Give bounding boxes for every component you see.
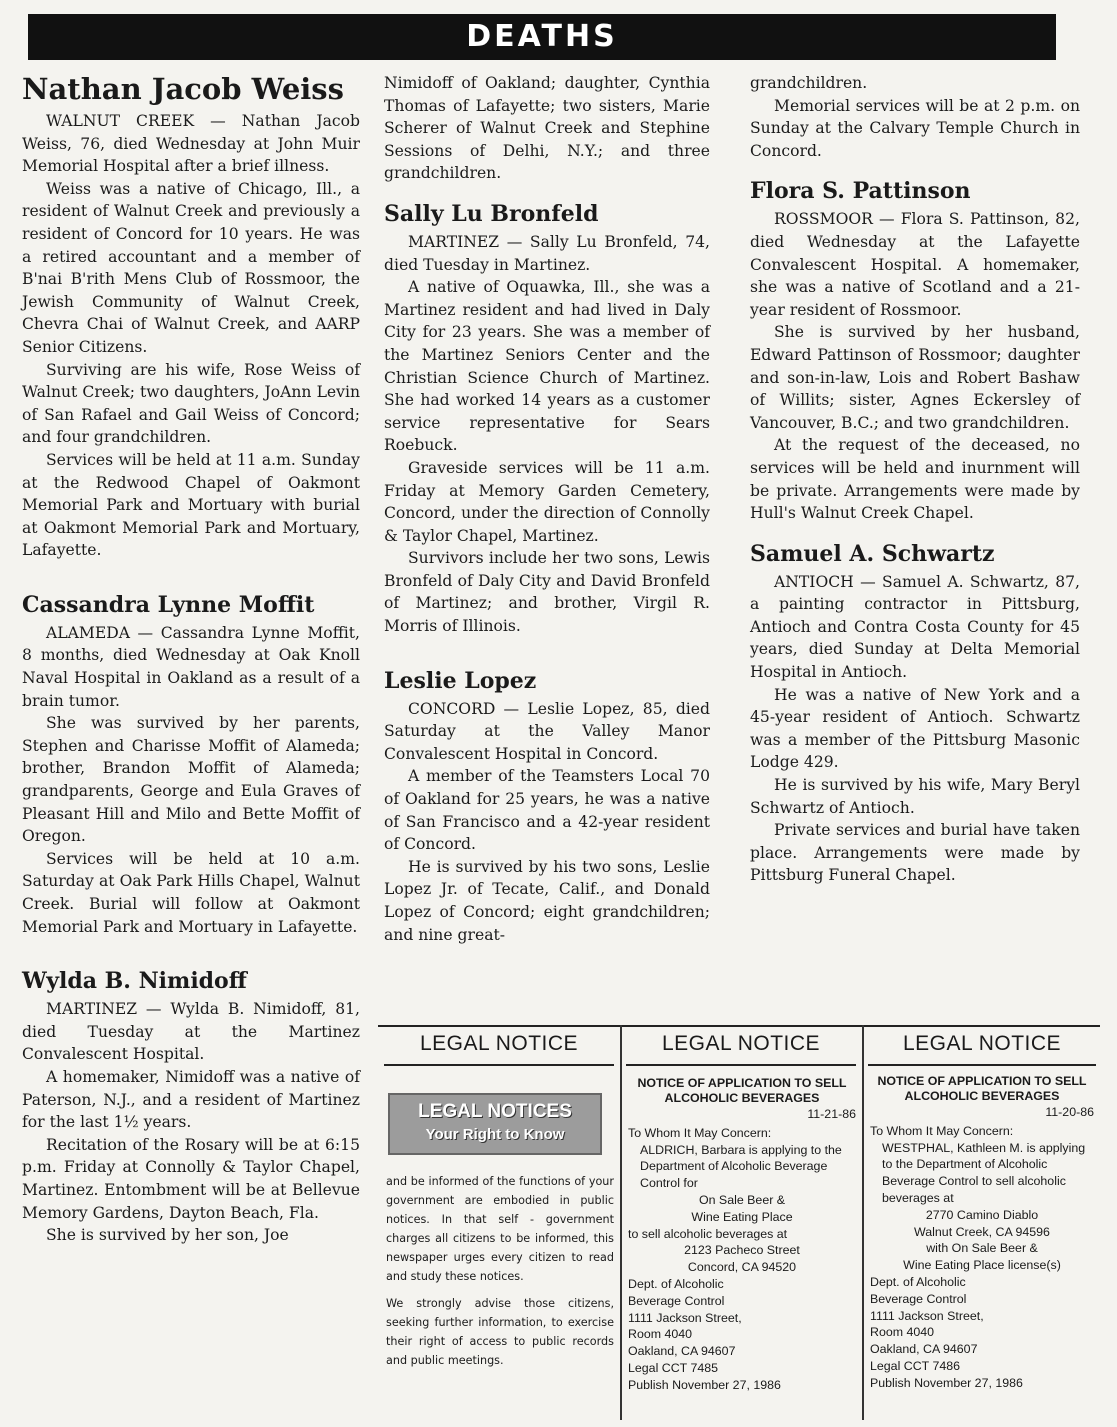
notice-line: 2770 Camino Diablo — [925, 1207, 1039, 1222]
promo-text — [386, 1172, 614, 1378]
obituary-paragraph: A member of the Teamsters Local 70 of Oakland for 25 years, he was a native of San Francisco and a 42-year resident of Concord. — [384, 767, 710, 854]
legal-notices-promo-box — [388, 1093, 602, 1155]
notice-line: 1111 Jackson Street, — [870, 1308, 984, 1323]
obituary-paragraph: At the request of the deceased, no services will be held and inurnment will be private. Arrangements were made by Hull's Walnut Creek Chapel. — [750, 436, 1080, 523]
notice-line: Publish November 27, 1986 — [628, 1377, 781, 1392]
notice-title: NOTICE OF APPLICATION TO SELL ALCOHOLIC BEVERAGES — [877, 1074, 1087, 1103]
obituary-weiss — [22, 72, 360, 562]
obituary-moffit — [22, 592, 360, 938]
notice-line: 2123 Pacheco Street — [684, 1243, 800, 1258]
notice-line: Dept. of Alcoholic — [870, 1274, 966, 1289]
obituary-paragraph: A native of Oquawka, Ill., she was a Martinez resident and had lived in Daly City for 23 years. She was a member of the Martinez Seniors Center and the Christian Science Church of Martinez. She had worked 14 years as a customer service representative for Sears Roebuck. — [384, 278, 710, 455]
obituary-paragraph: CONCORD — Leslie Lopez, 85, died Saturday at the Valley Manor Convalescent Hospital in Concord. — [384, 699, 710, 763]
obituary-paragraph: WALNUT CREEK — Nathan Jacob Weiss, 76, died Wednesday at John Muir Memorial Hospital after a brief illness. — [22, 112, 360, 176]
obituary-name: Cassandra Lynne Moffit — [22, 591, 315, 618]
obituary-name: Leslie Lopez — [384, 667, 537, 694]
notice-title: NOTICE OF APPLICATION TO SELL ALCOHOLIC BEVERAGES — [637, 1076, 847, 1105]
column-3 — [750, 72, 1080, 887]
notice-line: Wine Eating Place — [691, 1209, 793, 1224]
obituary-name: Wylda B. Nimidoff — [22, 968, 247, 995]
section-title: DEATHS — [454, 14, 629, 60]
obituary-paragraph: She is survived by her husband, Edward Pattinson of Rossmoor; daughter and son-in-law, Lois and Robert Bashaw of Willits; sister, Agnes Eckersley of Vancouver, B.C.; and two grandchildren. — [750, 323, 1080, 432]
legal-notice-aldrich — [628, 1076, 856, 1394]
obituary-paragraph: MARTINEZ — Wylda B. Nimidoff, 81, died Tuesday at the Martinez Convalescent Hospital. — [22, 1000, 360, 1064]
obituary-paragraph: ROSSMOOR — Flora S. Pattinson, 82, died Wednesday at the Lafayette Convalescent Hospital. A homemaker, she was a native of Scotland and a 21-year resident of Rossmoor. — [750, 210, 1080, 319]
obituary-paragraph: He was a native of New York and a 45-year resident of Antioch. Schwartz was a member of the Pittsburg Masonic Lodge 429. — [750, 685, 1080, 772]
column-divider — [620, 1025, 622, 1420]
notice-date: 11-21-86 — [807, 1107, 856, 1121]
legal-notice-westphal — [870, 1074, 1094, 1392]
notice-line: 1111 Jackson Street, — [628, 1310, 742, 1325]
obituary-paragraph: MARTINEZ — Sally Lu Bronfeld, 74, died Tuesday in Martinez. — [384, 232, 710, 274]
obituary-paragraph: Memorial services will be at 2 p.m. on Sunday at the Calvary Temple Church in Concord. — [750, 96, 1080, 160]
notice-line: Legal CCT 7485 — [628, 1360, 719, 1375]
notice-line: with On Sale Beer & — [926, 1241, 1038, 1256]
obituary-schwartz — [750, 541, 1080, 887]
notice-line: To Whom It May Concern: — [870, 1123, 1014, 1138]
obituary-nimidoff — [22, 968, 360, 1247]
obituary-paragraph: Services will be held at 11 a.m. Sunday at the Redwood Chapel of Oakmont Memorial Park and Mortuary with burial at Oakmont Memorial Park and Mortuary, Lafayette. — [22, 450, 360, 560]
obituary-paragraph: He is survived by his wife, Mary Beryl Schwartz of Antioch. — [750, 776, 1080, 817]
obituary-lopez — [384, 668, 710, 947]
notice-line: Beverage Control — [628, 1293, 725, 1308]
notice-line: On Sale Beer & — [698, 1192, 786, 1207]
obituary-paragraph: ALAMEDA — Cassandra Lynne Moffit, 8 months, died Wednesday at Oak Knoll Naval Hospital in Oakland as a result of a brain tumor. — [22, 623, 360, 710]
notice-line: Dept. of Alcoholic — [628, 1276, 724, 1291]
obituary-bronfeld — [384, 201, 710, 638]
obituary-paragraph: ANTIOCH — Samuel A. Schwartz, 87, a painting contractor in Pittsburg, Antioch and Contra Costa County for 45 years, died Sunday at Delta Memorial Hospital in Antioch. — [750, 572, 1080, 682]
obituary-paragraph: Survivors include her two sons, Lewis Bronfeld of Daly City and David Bronfeld of Martinez; and brother, Virgil R. Morris of Illinois. — [384, 549, 710, 636]
obituary-continued: grandchildren. — [750, 74, 868, 92]
notice-line: Wine Eating Place license(s) — [903, 1258, 1061, 1273]
legal-notice-heading: LEGAL NOTICE — [419, 1032, 579, 1055]
obituary-paragraph: She was survived by her parents, Stephen and Charisse Moffit of Alameda; brother, Brandon Moffit of Alameda; grandparents, George and Eula Graves of Pleasant Hill and Milo and Bette Moffit of Oregon. — [22, 714, 360, 846]
obituary-paragraph: Private services and burial have taken place. Arrangements were made by Pittsburg Funeral Chapel. — [750, 821, 1080, 885]
obituary-paragraph: She is survived by her son, Joe — [46, 1226, 289, 1245]
obituary-paragraph: Graveside services will be 11 a.m. Friday at Memory Garden Cemetery, Concord, under the direction of Connolly & Taylor Chapel, Martinez. — [384, 458, 710, 545]
notice-line: WESTPHAL, Kathleen M. is applying to the Department of Alcoholic Beverage Control to sell alcoholic beverages at — [882, 1140, 1086, 1205]
notice-line: Beverage Control — [870, 1291, 967, 1306]
notice-line: Room 4040 — [870, 1325, 935, 1340]
legal-notice-heading: LEGAL NOTICE — [902, 1032, 1062, 1055]
obituary-name: Sally Lu Bronfeld — [384, 200, 599, 227]
obituary-name: Nathan Jacob Weiss — [22, 72, 344, 106]
obituary-paragraph: He is survived by his two sons, Leslie Lopez Jr. of Tecate, Calif., and Donald Lopez of Concord; eight grandchildren; and nine great- — [384, 857, 710, 944]
notice-line: Legal CCT 7486 — [870, 1358, 961, 1373]
notice-line: to sell alcoholic beverages at — [628, 1226, 788, 1241]
column-divider — [862, 1025, 864, 1420]
obituary-name: Flora S. Pattinson — [750, 178, 971, 205]
obituary-pattinson — [750, 178, 1080, 524]
notice-line: Oakland, CA 94607 — [628, 1344, 736, 1359]
section-banner — [28, 14, 1056, 60]
obituary-paragraph: Services will be held at 10 a.m. Saturday at Oak Park Hills Chapel, Walnut Creek. Burial will follow at Oakmont Memorial Park and Mortuary in Lafayette. — [22, 849, 360, 936]
notice-line: Concord, CA 94520 — [687, 1260, 797, 1275]
column-1 — [22, 72, 360, 1247]
obituary-paragraph: A homemaker, Nimidoff was a native of Paterson, N.J., and a resident of Martinez for the last 1½ years. — [22, 1067, 360, 1132]
promo-paragraph: and be informed of the functions of your government are embodied in public notices. In that self - government charges all citizens to be informed, this newspaper urges every citizen to read and study these notices. — [386, 1175, 614, 1283]
notice-line: ALDRICH, Barbara is applying to the Department of Alcoholic Beverage Control for — [640, 1142, 842, 1191]
obituary-name: Samuel A. Schwartz — [750, 540, 995, 567]
obituary-paragraph: Weiss was a native of Chicago, Ill., a resident of Walnut Creek and previously a resident of Concord for 10 years. He was a retired accountant and a member of B'nai B'rith Mens Club of Rossmoor, the Jewish Community of Walnut Creek, Chevra Chai of Walnut Creek, and AARP Senior Citizens. — [22, 179, 360, 356]
notice-date: 11-20-86 — [1045, 1105, 1094, 1119]
obituary-paragraph: Surviving are his wife, Rose Weiss of Walnut Creek; two daughters, JoAnn Levin of San Rafael and Gail Weiss of Concord; and four grandchildren. — [22, 360, 360, 447]
promo-title: LEGAL NOTICES — [418, 1101, 572, 1122]
notice-line: To Whom It May Concern: — [628, 1125, 772, 1140]
column-2 — [384, 72, 710, 946]
obituary-paragraph: Recitation of the Rosary will be at 6:15 p.m. Friday at Connolly & Taylor Chapel, Martinez. Entombment will be at Bellevue Memory Gardens, Dayton Beach, Fla. — [22, 1135, 360, 1222]
notice-line: Publish November 27, 1986 — [870, 1375, 1023, 1390]
promo-subtitle: Your Right to Know — [425, 1126, 565, 1143]
obituary-continued: Nimidoff of Oakland; daughter, Cynthia Thomas of Lafayette; two sisters, Marie Scherer of Walnut Creek and Stephine Sessions of Delhi, N.Y.; and three grandchildren. — [384, 74, 710, 183]
legal-notice-heading: LEGAL NOTICE — [661, 1032, 821, 1055]
notice-line: Walnut Creek, CA 94596 — [914, 1224, 1050, 1239]
promo-paragraph: We strongly advise those citizens, seeking further information, to exercise their right of access to public records and public meetings. — [386, 1297, 614, 1367]
notice-line: Oakland, CA 94607 — [870, 1342, 978, 1357]
notice-line: Room 4040 — [628, 1327, 693, 1342]
